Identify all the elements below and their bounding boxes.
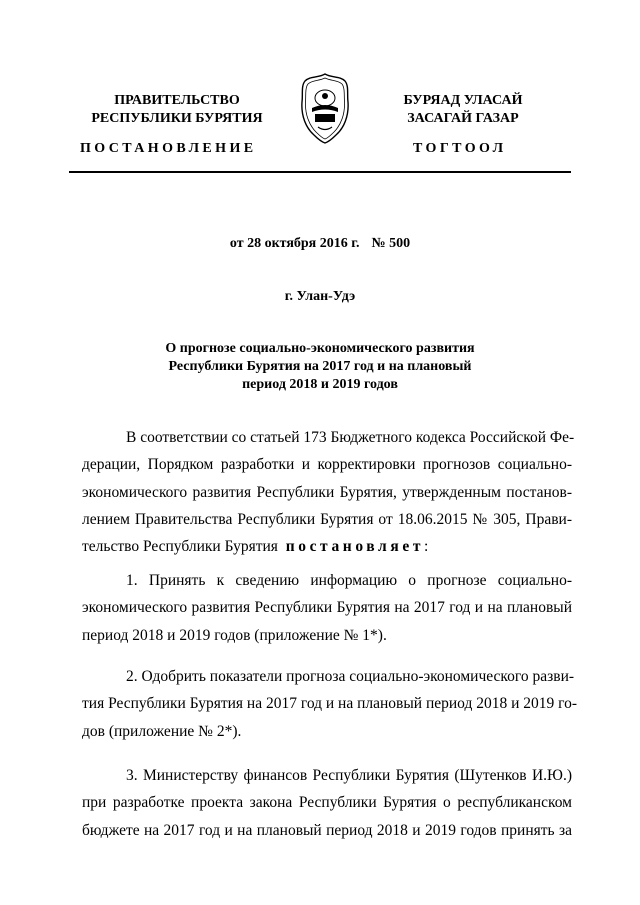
date-line: [0, 236, 640, 252]
header-divider: [69, 171, 571, 173]
item-1-line: экономического развития Республики Бурятия на 2017 год и на плановый: [82, 599, 572, 617]
item-2-line: тия Республики Бурятия на 2017 год и на плановый период 2018 и 2019 го-: [82, 695, 578, 713]
item-2-line: дов (приложение № 2*).: [82, 722, 242, 740]
issuer-ru: [84, 92, 270, 128]
item-1-line: период 2018 и 2019 годов (приложение № 1*).: [82, 626, 387, 644]
preamble-line: лением Правительства Республики Бурятия от 18.06.2015 № 305, Прави-: [82, 510, 572, 528]
title-line2: Республики Бурятия на 2017 год и на плановый: [168, 359, 472, 374]
document-number: № 500: [371, 236, 411, 251]
issuer-ru-line1: ПРАВИТЕЛЬСТВО: [114, 93, 240, 108]
doctype-ru: ПОСТАНОВЛЕНИЕ: [80, 141, 257, 156]
preamble-line-last: [82, 533, 572, 560]
preamble-line: дерации, Порядком разработки и корректировки прогнозов социально-: [82, 456, 572, 474]
issuer-bua: [378, 92, 548, 128]
doctype-bua: ТОГТООЛ: [413, 141, 507, 156]
resolves-keyword: постановляет: [285, 538, 425, 556]
preamble-line: В соответствии со статьей 173 Бюджетного кодекса Российской Фе-: [126, 429, 575, 446]
issuer-ru-line2: РЕСПУБЛИКИ БУРЯТИЯ: [91, 111, 263, 126]
item-3-line: 3. Министерству финансов Республики Бурятия (Шутенков И.Ю.): [126, 767, 572, 784]
item-1-paragraph: [82, 567, 572, 649]
preamble-text: тельство Республики Бурятия: [82, 538, 278, 556]
issuer-bua-line2: ЗАСАГАЙ ГАЗАР: [407, 111, 519, 126]
item-2-paragraph: [82, 663, 578, 745]
item-3-line: бюджете на 2017 год и на плановый период 2018 и 2019 годов принять за: [82, 821, 572, 839]
title-line3: период 2018 и 2019 годов: [242, 377, 398, 392]
coat-of-arms-icon: [298, 72, 352, 144]
preamble-paragraph: [82, 424, 575, 560]
item-3-line: при разработке проекта закона Республики Бурятия о республиканском: [82, 794, 572, 812]
preamble-line: экономического развития Республики Бурятия, утвержденным постанов-: [82, 483, 572, 501]
document-date: от 28 октября 2016 г.: [229, 236, 360, 251]
title-line1: О прогнозе социально-экономического развития: [165, 341, 475, 356]
item-3-paragraph: [82, 762, 572, 844]
issuer-bua-line1: БУРЯАД УЛАСАЙ: [403, 93, 523, 108]
city: г. Улан-Удэ: [284, 289, 356, 304]
document-title: [0, 340, 640, 394]
item-1-line: 1. Принять к сведению информацию о прогнозе социально-: [126, 572, 572, 589]
preamble-colon: :: [424, 538, 429, 556]
item-2-line: 2. Одобрить показатели прогноза социально-экономического разви-: [126, 668, 575, 685]
